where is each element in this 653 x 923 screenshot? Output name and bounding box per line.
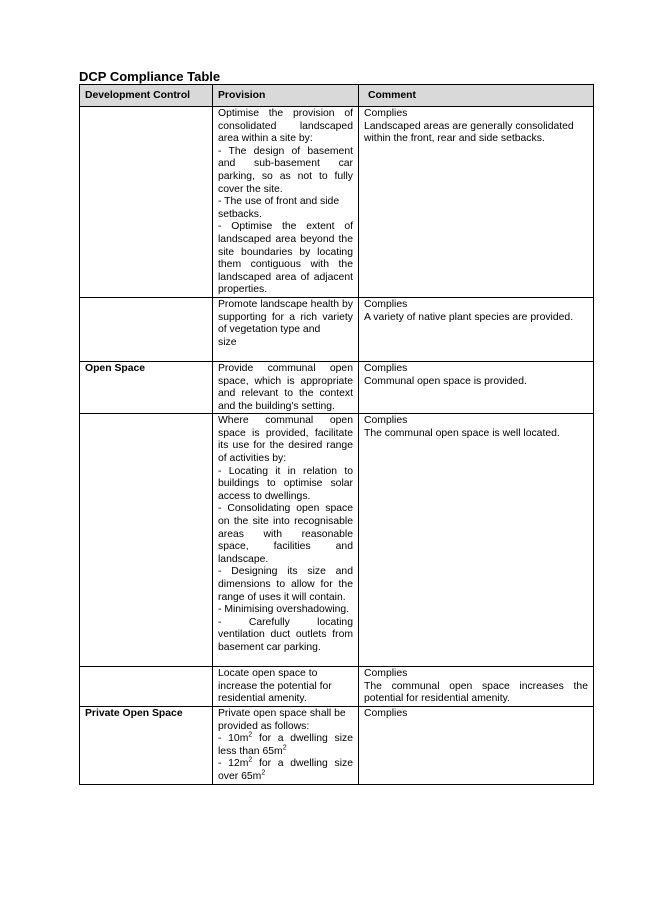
provision-line: - Locating it in relation to buildings to optimise solar access to dwellings.	[218, 465, 353, 502]
provision-text: for a dwelling size over 65m	[218, 758, 353, 783]
provision-line: Optimise the provision of consolidated landscaped area within a site by:	[218, 108, 353, 145]
control-cell	[80, 414, 213, 667]
comment-cell	[359, 667, 594, 707]
provision-line: Promote landscape health by supporting for a rich variety of vegetation type and	[218, 298, 353, 336]
header-provision: Provision	[213, 85, 359, 107]
table-row	[80, 667, 594, 707]
provision-cell	[213, 667, 359, 707]
table-row	[80, 297, 594, 361]
provision-cell	[213, 297, 359, 361]
provision-line: - Minimising overshadowing.	[218, 604, 350, 616]
superscript: 2	[248, 731, 253, 739]
superscript: 2	[261, 769, 266, 777]
table-row	[80, 107, 594, 298]
provision-line: - The design of basement and sub-basement car parking, so as not to fully cover the site.	[218, 145, 353, 195]
provision-text: - 12m	[218, 758, 249, 770]
provision-line	[218, 758, 353, 783]
comment-status: Complies	[364, 708, 408, 720]
comment-text: Landscaped areas are generally consolidated within the front, rear and side setbacks.	[364, 120, 574, 145]
comment-cell	[359, 414, 594, 667]
provision-cell	[213, 414, 359, 667]
provision-line	[218, 733, 353, 758]
table-row	[80, 414, 594, 667]
table-row	[80, 361, 594, 413]
table-row	[80, 707, 594, 785]
comment-text: The communal open space increases the potential for residential amenity.	[364, 680, 588, 705]
control-cell	[80, 667, 213, 707]
control-cell: Open Space	[80, 361, 213, 413]
comment-status: Complies	[364, 362, 408, 374]
table-header-row	[80, 85, 594, 107]
superscript: 2	[248, 756, 253, 764]
comment-text: Communal open space is provided.	[364, 375, 527, 387]
provision-cell	[213, 361, 359, 413]
header-comment: Comment	[359, 85, 594, 107]
provision-line: Locate open space to increase the potential for residential amenity.	[218, 668, 332, 705]
comment-cell	[359, 297, 594, 361]
comment-status: Complies	[364, 415, 408, 427]
comment-text: The communal open space is well located.	[364, 427, 560, 439]
provision-text: - 10m	[218, 733, 249, 745]
comment-status: Complies	[364, 108, 408, 119]
provision-line: - Optimise the extent of landscaped area beyond the site boundaries by locating them contiguous with the landscaped area of adjacent properties.	[218, 221, 353, 296]
provision-line: Provide communal open space, which is appropriate and relevant to the context and the building's setting.	[218, 362, 353, 412]
comment-status: Complies	[364, 298, 408, 310]
superscript: 2	[282, 744, 287, 752]
comment-cell	[359, 707, 594, 785]
provision-cell	[213, 107, 359, 298]
provision-line: Where communal open space is provided, facilitate its use for the desired range of activities by:	[218, 415, 353, 465]
provision-line: - Consolidating open space on the site into recognisable areas with reasonable space, facilities and landscape.	[218, 503, 353, 565]
provision-line: size	[218, 336, 237, 348]
comment-status: Complies	[364, 668, 408, 680]
provision-cell	[213, 707, 359, 785]
compliance-table	[79, 84, 594, 785]
page-title: DCP Compliance Table	[79, 69, 221, 84]
control-cell	[80, 297, 213, 361]
comment-cell	[359, 361, 594, 413]
provision-line: - Carefully locating ventilation duct outlets from basement car parking.	[218, 616, 353, 653]
provision-line: Private open space shall be provided as follows:	[218, 708, 346, 732]
control-cell: Private Open Space	[80, 707, 213, 785]
comment-cell	[359, 107, 594, 298]
control-cell	[80, 107, 213, 298]
provision-line: - The use of front and side setbacks.	[218, 196, 340, 220]
provision-line: - Designing its size and dimensions to allow for the range of uses it will contain.	[218, 566, 353, 603]
header-development-control: Development Control	[80, 85, 213, 107]
provision-text: for a dwelling size less than 65m	[218, 733, 353, 757]
comment-text: A variety of native plant species are provided.	[364, 311, 574, 323]
